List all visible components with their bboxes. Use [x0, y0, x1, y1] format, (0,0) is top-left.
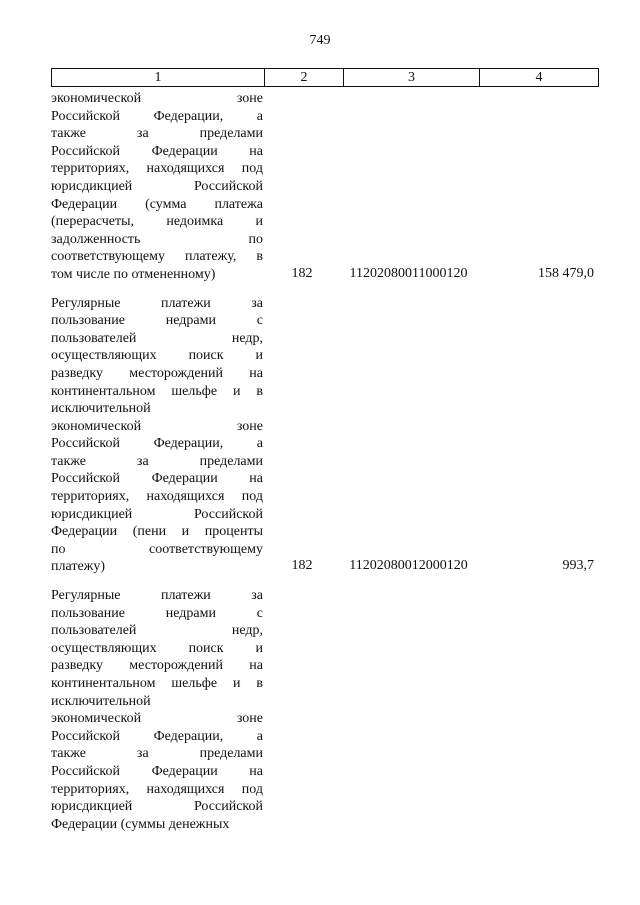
- description-line: экономической зоне: [51, 91, 263, 106]
- column-header-2: 2: [265, 69, 344, 87]
- description-line: пользователей недр,: [51, 623, 263, 639]
- admin-code-cell: 182: [291, 265, 313, 281]
- description-line: осуществляющих поиск и: [51, 640, 263, 656]
- description-line: Российской Федерации, а: [51, 436, 263, 452]
- table-header: [51, 68, 599, 87]
- description-line: экономической зоне: [51, 418, 263, 434]
- income-code-cell: 11202080011000120: [349, 265, 468, 281]
- description-line: территориях, находящихся под: [51, 781, 263, 797]
- description-line: исключительной: [51, 693, 151, 709]
- column-header-1: 1: [52, 69, 265, 87]
- description-line: Федерации (суммы денежных: [51, 816, 230, 832]
- description-line: осуществляющих поиск и: [51, 348, 263, 364]
- description-line: территориях, находящихся под: [51, 489, 263, 505]
- description-line: также за пределами: [51, 746, 263, 762]
- description-line: (перерасчеты, недоимка и: [51, 214, 263, 230]
- description-line: также за пределами: [51, 126, 263, 142]
- table-row: [51, 90, 594, 284]
- income-code-cell: 11202080012000120: [349, 558, 468, 574]
- description-line: также за пределами: [51, 453, 263, 469]
- description-line: соответствующему платежу, в: [51, 249, 263, 265]
- description-line: том числе по отмененному): [51, 266, 216, 282]
- row-description: [51, 90, 263, 284]
- column-header-3: 3: [344, 69, 480, 87]
- row-description: [51, 587, 263, 833]
- description-line: Российской Федерации на: [51, 471, 263, 487]
- description-line: разведку месторождений на: [51, 365, 263, 381]
- description-line: юрисдикцией Российской: [51, 799, 263, 815]
- description-line: Федерации (сумма платежа: [51, 196, 263, 212]
- description-line: пользование недрами с: [51, 313, 263, 329]
- table-row: [51, 295, 594, 577]
- column-header-4: 4: [480, 69, 599, 87]
- description-line: Российской Федерации на: [51, 763, 263, 779]
- description-line: Российской Федерации, а: [51, 728, 263, 744]
- description-line: юрисдикцией Российской: [51, 506, 263, 522]
- description-line: территориях, находящихся под: [51, 161, 263, 177]
- page-number: 749: [309, 33, 331, 48]
- description-line: по соответствующему: [51, 541, 263, 557]
- amount-cell: 993,7: [562, 558, 594, 574]
- description-line: Федерации (пени и проценты: [51, 524, 263, 540]
- table-header-row: [52, 69, 599, 87]
- description-line: задолженность по: [51, 231, 263, 247]
- description-line: исключительной: [51, 401, 151, 417]
- description-line: Регулярные платежи за: [51, 588, 263, 604]
- description-line: Регулярные платежи за: [51, 295, 263, 311]
- row-description: [51, 295, 263, 577]
- description-line: платежу): [51, 559, 105, 575]
- admin-code-cell: 182: [291, 558, 313, 574]
- table-body: [51, 90, 594, 833]
- description-line: континентальном шельфе и в: [51, 383, 263, 399]
- description-line: пользование недрами с: [51, 605, 263, 621]
- description-line: юрисдикцией Российской: [51, 178, 263, 194]
- description-line: Российской Федерации, а: [51, 108, 263, 124]
- description-line: пользователей недр,: [51, 330, 263, 346]
- description-line: экономической зоне: [51, 711, 263, 727]
- description-line: континентальном шельфе и в: [51, 676, 263, 691]
- description-line: Российской Федерации на: [51, 143, 263, 159]
- amount-cell: 158 479,0: [538, 265, 594, 281]
- table-row: [51, 587, 594, 833]
- description-line: разведку месторождений на: [51, 658, 263, 674]
